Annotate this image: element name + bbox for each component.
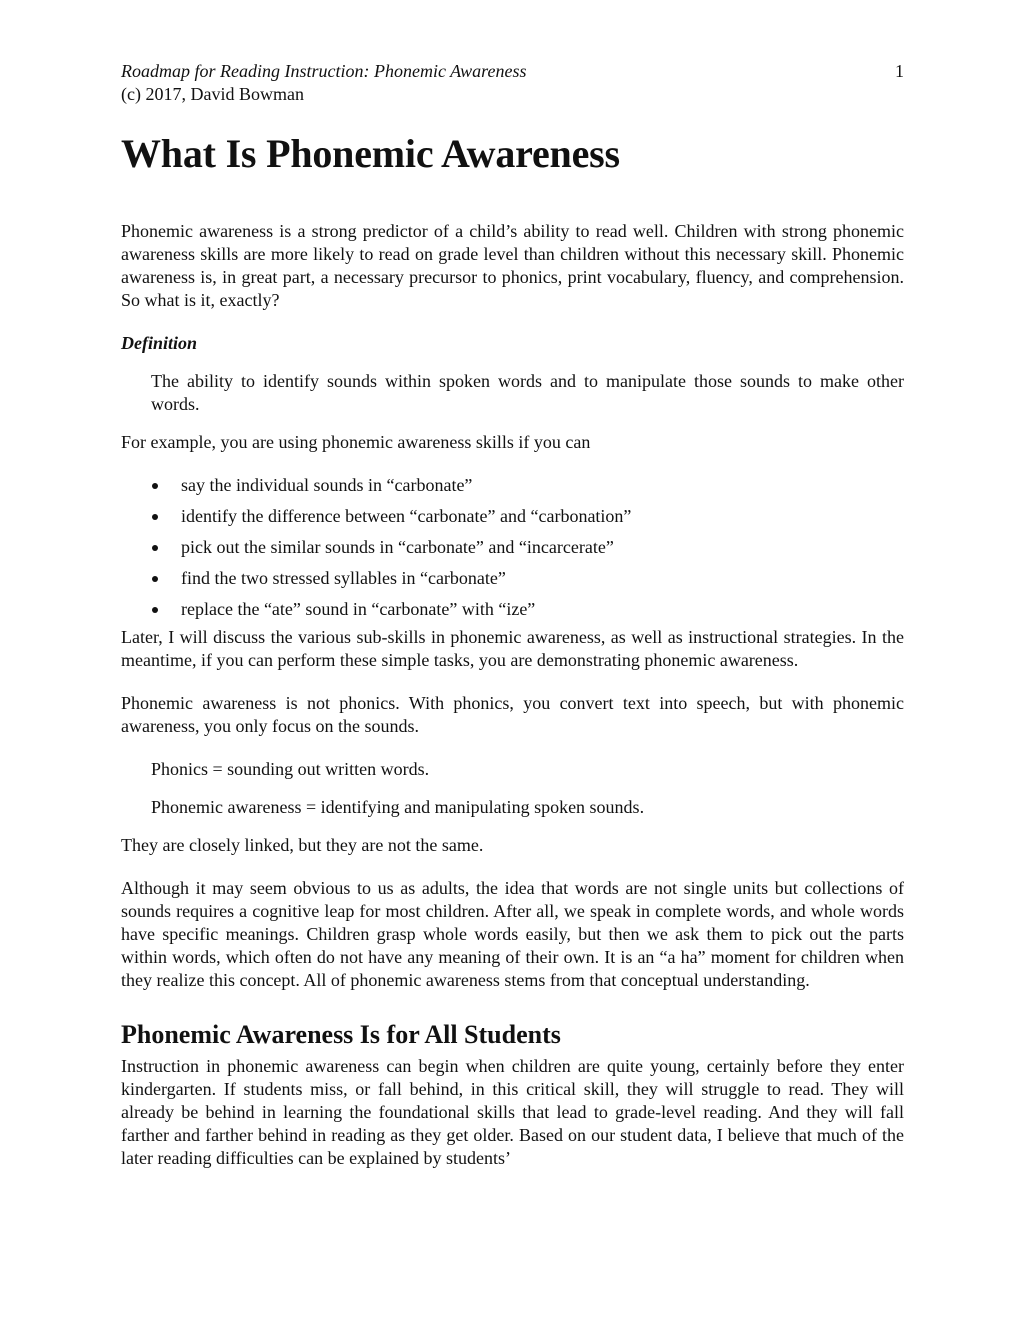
list-item-text: replace the “ate” sound in “carbonate” with “ize”: [181, 599, 536, 619]
section-paragraph: Instruction in phonemic awareness can begin when children are quite young, certainly before they enter kindergarten. If students miss, or fall behind, in this critical skill, they will struggle to read. They will already be behind in learning the foundational skills that lead to grade-level reading. And they will fall farther and farther behind in reading as they get older. Based on our student data, I believe that much of the later reading difficulties can be explained by students’: [121, 1056, 904, 1168]
section-heading: Phonemic Awareness Is for All Students: [121, 1020, 561, 1049]
bullet-icon: [152, 576, 158, 582]
phonemic-equation: Phonemic awareness = identifying and manipulating spoken sounds.: [151, 797, 645, 817]
examples-list: [121, 474, 904, 621]
header-copyright: (c) 2017, David Bowman: [121, 84, 304, 104]
definition-heading: Definition: [121, 333, 198, 353]
list-item-text: find the two stressed syllables in “carbonate”: [181, 568, 506, 588]
bullet-icon: [152, 545, 158, 551]
phonics-equation: Phonics = sounding out written words.: [151, 759, 430, 779]
list-item: [121, 567, 904, 590]
not-phonics-paragraph: Phonemic awareness is not phonics. With phonics, you convert text into speech, but with phonemic awareness, you only focus on the sounds.: [121, 693, 904, 736]
page-number: 1: [895, 61, 904, 81]
document-page: [121, 60, 904, 1170]
example-lead: For example, you are using phonemic awareness skills if you can: [121, 432, 591, 452]
list-item: [121, 536, 904, 559]
although-paragraph: Although it may seem obvious to us as adults, the idea that words are not single units but collections of sounds requires a cognitive leap for most children. After all, we speak in complete words, and whole words have specific meanings. Children grasp whole words easily, but then we ask them to pick out the parts within words, which often do not have any meaning of their own. It is an “a ha” moment for children when they realize this concept. All of phonemic awareness stems from that conceptual understanding.: [121, 878, 904, 990]
header-title: Roadmap for Reading Instruction: Phonemic Awareness: [121, 61, 527, 81]
bullet-icon: [152, 514, 158, 520]
page-title: What Is Phonemic Awareness: [121, 131, 620, 176]
list-item-text: say the individual sounds in “carbonate”: [181, 475, 473, 495]
definition-text: The ability to identify sounds within spoken words and to manipulate those sounds to make other words.: [151, 371, 904, 414]
list-item: [121, 598, 904, 621]
list-item-text: pick out the similar sounds in “carbonate” and “incarcerate”: [181, 537, 614, 557]
bullet-icon: [152, 607, 158, 613]
intro-paragraph: Phonemic awareness is a strong predictor of a child’s ability to read well. Children with strong phonemic awareness skills are more likely to read on grade level than children without this necessary skill. Phonemic awareness is, in great part, a necessary precursor to phonics, print vocabulary, fluency, and comprehension. So what is it, exactly?: [121, 221, 904, 310]
later-paragraph: Later, I will discuss the various sub-skills in phonemic awareness, as well as instructional strategies. In the meantime, if you can perform these simple tasks, you are demonstrating phonemic awareness.: [121, 627, 904, 670]
linked-paragraph: They are closely linked, but they are not the same.: [121, 835, 484, 855]
list-item-text: identify the difference between “carbonate” and “carbonation”: [181, 506, 632, 526]
list-item: [121, 505, 904, 528]
running-header: [121, 60, 904, 106]
list-item: [121, 474, 904, 497]
bullet-icon: [152, 483, 158, 489]
